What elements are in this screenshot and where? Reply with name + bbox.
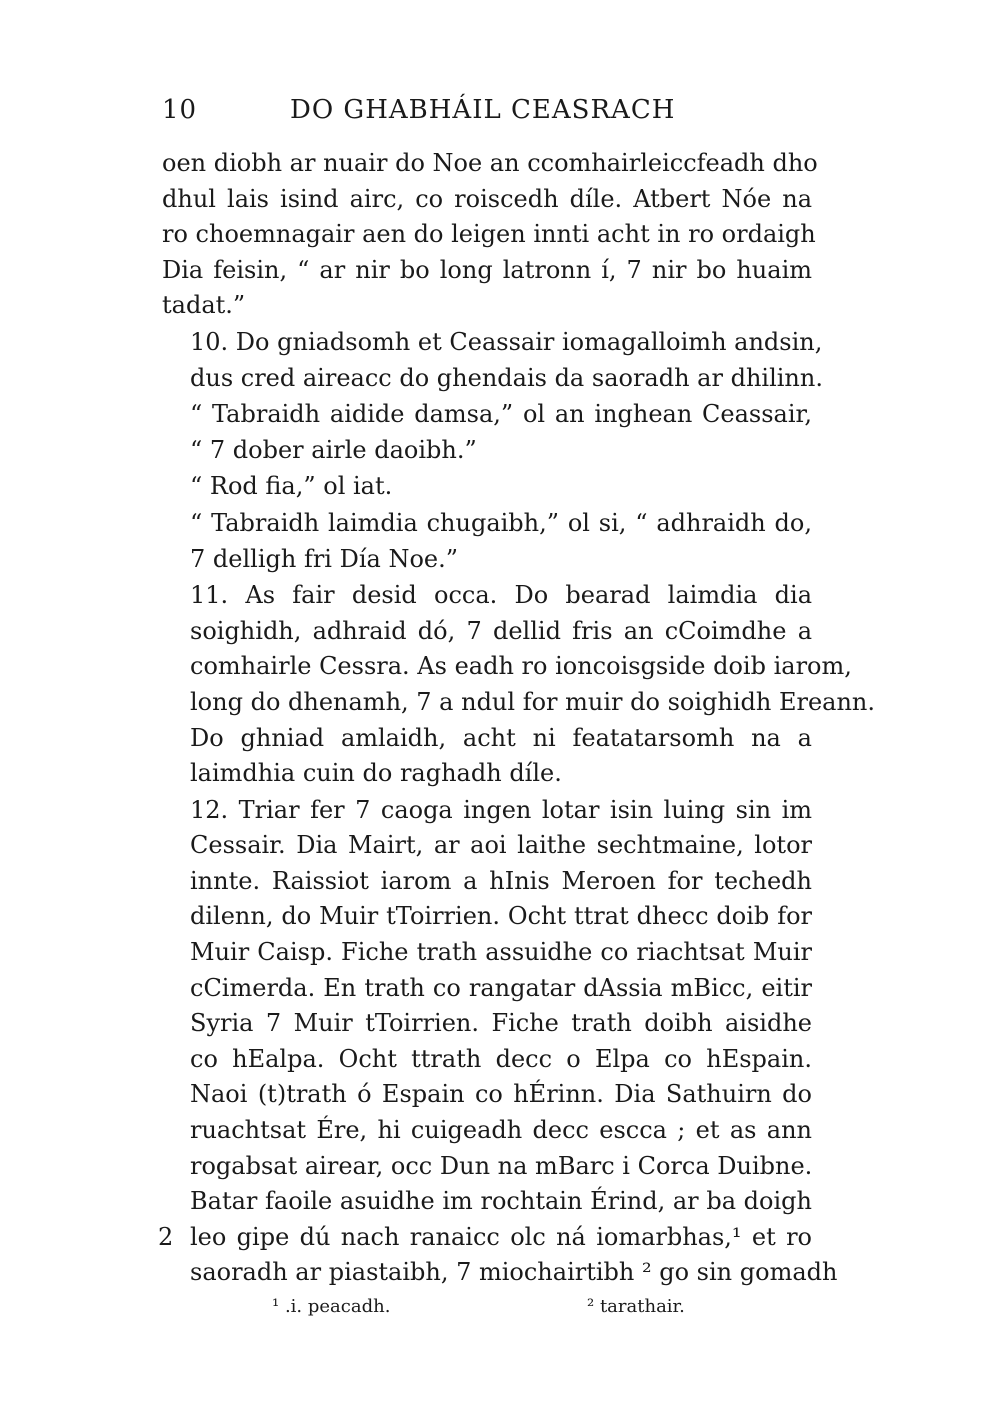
text-line: dus cred aireacc do ghendais da saoradh ar dhilinn. [190, 363, 823, 392]
text-line: soighidh, adhraid dó, 7 dellid fris an cCoimdhe a [190, 616, 812, 645]
text-line: Syria 7 Muir tToirrien. Fiche trath doibh aisidhe [190, 1009, 812, 1038]
paragraph-quote-2 [162, 469, 812, 505]
text-line-content: leo gipe dú nach ranaicc olc ná iomarbhas,¹ et ro [190, 1222, 812, 1251]
paragraph-12 [158, 793, 838, 1291]
text-line: Dia feisin, “ ar nir bo long latronn í, 7 nir bo huaim [162, 255, 812, 284]
text-line: rogabsat airear, occ Dun na mBarc i Corca Duibne. [190, 1151, 813, 1180]
text-line: oen diobh ar nuair do Noe an ccomhairleiccfeadh dho [162, 149, 818, 177]
text-line: 12. Triar fer 7 caoga ingen lotar isin luing sin im [190, 795, 812, 824]
page-number: 10 [162, 95, 198, 125]
text-line: Cessair. Dia Mairt, ar aoi laithe sechtmaine, lotor [190, 831, 812, 860]
footnote-1: ¹ .i. peacadh. [272, 1296, 391, 1317]
text-line: ruachtsat Ére, hi cuigeadh decc escca ; et as ann [190, 1116, 812, 1145]
text-line: “ 7 dober airle daoibh.” [190, 435, 477, 464]
paragraph-11 [162, 578, 875, 792]
text-line: dhul lais isind airc, co roiscedh díle. Atbert Nóe na [162, 184, 812, 213]
margin-line-number: 2 [158, 1222, 174, 1251]
text-line: co hEalpa. Ocht ttrath decc o Elpa co hEspain. [190, 1044, 812, 1073]
text-line: ro choemnagair aen do leigen innti acht in ro ordaigh [162, 220, 816, 249]
text-line: innte. Raissiot iarom a hInis Meroen for techedh [190, 866, 812, 895]
footnote-2: ² tarathair. [587, 1296, 685, 1317]
text-line: Muir Caisp. Fiche trath assuidhe co riachtsat Muir [190, 938, 812, 967]
text-line: 7 delligh fri Día Noe.” [190, 544, 459, 573]
paragraph-quote-1 [162, 397, 812, 468]
text-line: Batar faoile asuidhe im rochtain Érind, ar ba doigh [190, 1187, 812, 1216]
text-line: “ Tabraidh aidide damsa,” ol an inghean Ceassair, [190, 400, 812, 429]
paragraph-10 [162, 325, 823, 396]
text-line: 11. As fair desid occa. Do bearad laimdia dia [190, 581, 812, 610]
paragraph-quote-3 [162, 506, 812, 577]
running-title: DO GHABHÁIL CEASRACH [290, 95, 676, 125]
text-line: Naoi (t)trath ó Espain co hÉrinn. Dia Sathuirn do [190, 1080, 812, 1109]
paragraph-9-end [162, 146, 818, 324]
text-line [158, 1220, 812, 1256]
footnotes [162, 1296, 812, 1322]
running-header [162, 95, 812, 131]
text-line: saoradh ar piastaibh, 7 miochairtibh ² go sin gomadh [190, 1258, 838, 1287]
text-line: long do dhenamh, 7 a ndul for muir do soighidh Ereann. [190, 687, 875, 716]
body-text [158, 146, 875, 1291]
text-line: “ Rod fia,” ol iat. [190, 472, 393, 501]
text-line: dilenn, do Muir tToirrien. Ocht ttrat dhecc doib for [190, 902, 812, 931]
text-line: 10. Do gniadsomh et Ceassair iomagalloimh andsin, [190, 327, 823, 356]
text-line: tadat.” [162, 291, 246, 320]
text-line: “ Tabraidh laimdia chugaibh,” ol si, “ adhraidh do, [190, 508, 812, 537]
text-line: laimdhia cuin do raghadh díle. [190, 759, 562, 788]
text-line: Do ghniad amlaidh, acht ni featatarsomh na a [190, 723, 812, 752]
text-line: cCimerda. En trath co rangatar dAssia mBicc, eitir [190, 973, 812, 1002]
text-line: comhairle Cessra. As eadh ro ioncoisgside doib iarom, [190, 652, 852, 681]
